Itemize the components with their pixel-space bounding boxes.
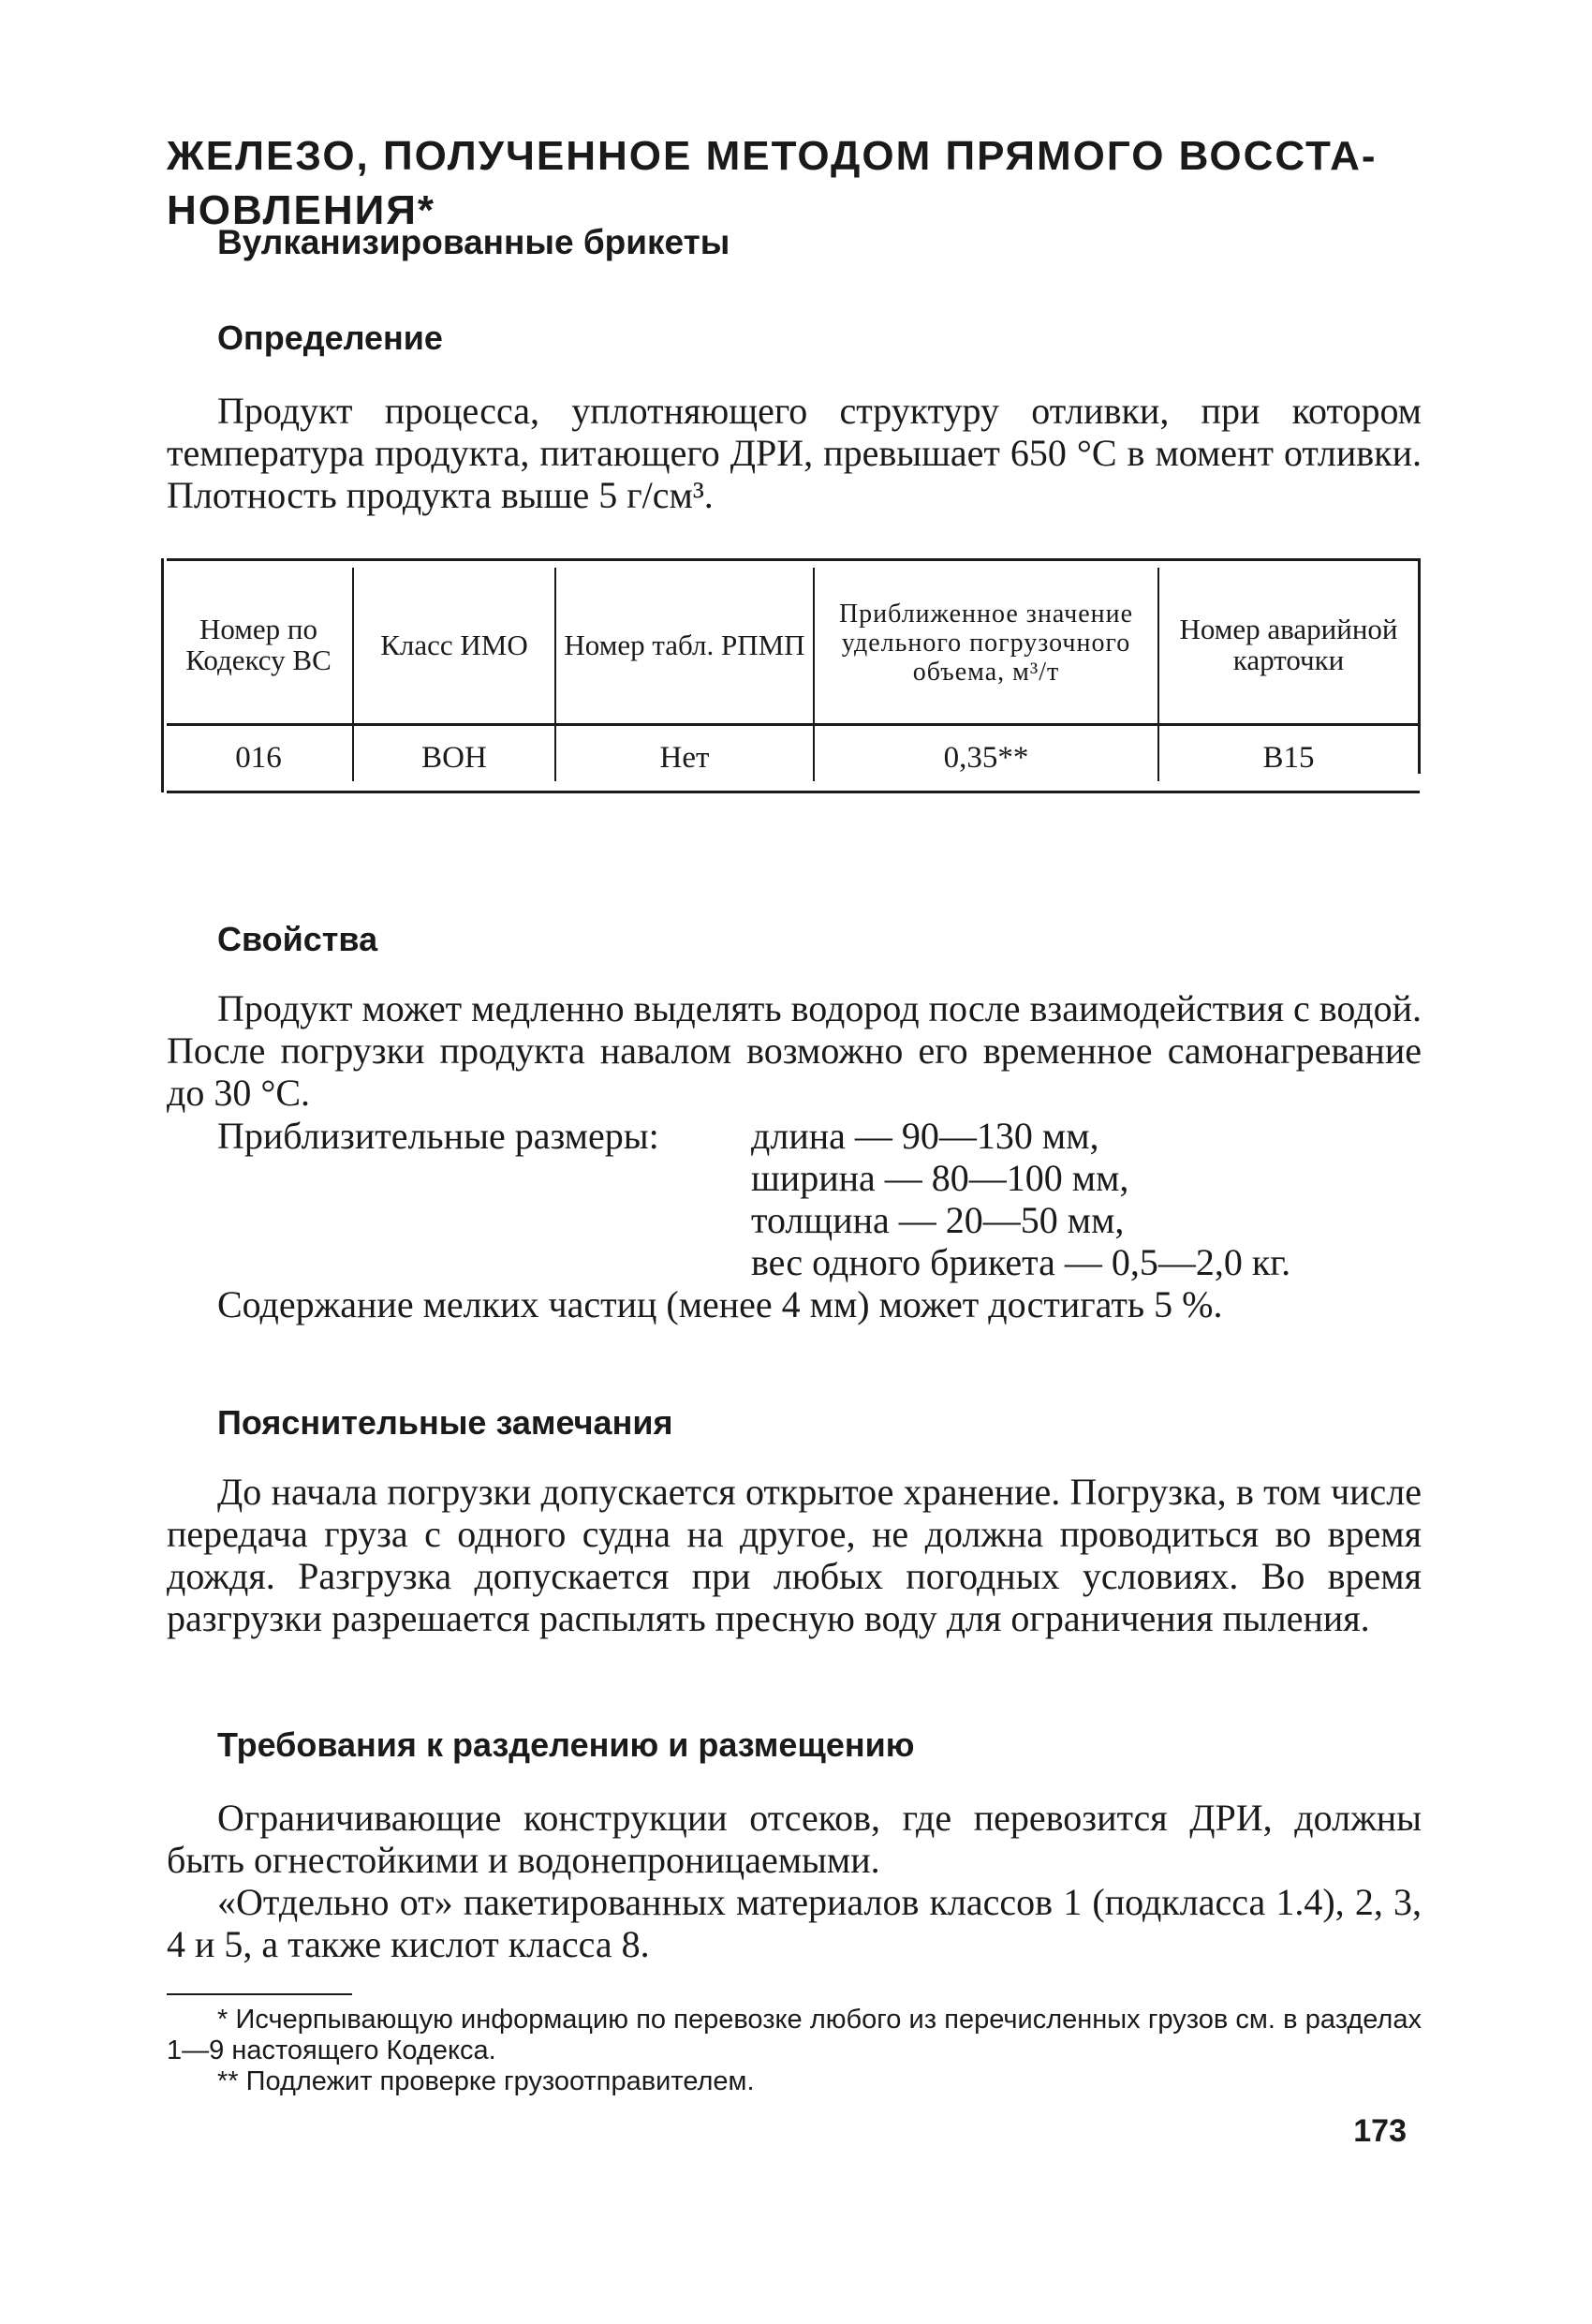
- document-title: ЖЕЛЕЗО, ПОЛУЧЕННОЕ МЕТОДОМ ПРЯМОГО ВОССТАНОВЛЕНИЯ*: [167, 133, 1376, 233]
- table-col-divider: [813, 568, 815, 781]
- table-header-cell: Номер по Кодексу ВС: [185, 613, 332, 676]
- heading-segregation: Требования к разделению и размещению: [217, 1725, 915, 1764]
- footnote-divider: [167, 1993, 352, 1995]
- dimension-value: длина — 90—130 мм,: [751, 1115, 1099, 1157]
- table-cell: В15: [1262, 740, 1315, 775]
- table-cell: 0,35**: [943, 740, 1029, 775]
- table-col-divider: [554, 568, 556, 781]
- table-bottom-rule: [167, 791, 1420, 793]
- document-subtitle: Вулканизированные брикеты: [217, 223, 730, 261]
- definition-text: Продукт процесса, уплотняющего структуру отливки, при котором температура продукта, питающего ДРИ, превышает 650 °С в момент отливки. Плотность продукта выше 5 г/см³.: [167, 390, 1422, 516]
- table-right-border: [1418, 558, 1421, 774]
- dimension-value: ширина — 80—100 мм,: [751, 1157, 1129, 1199]
- footnotes: [167, 2005, 1422, 2097]
- segregation-text: Ограничивающие конструкции отсеков, где перевозится ДРИ, должны быть огнестойкими и водонепроницаемыми.: [167, 1797, 1422, 1881]
- heading-definition: Определение: [217, 318, 443, 357]
- table-header-cell: Приближенное значение удельного погрузочного объема, м³/т: [838, 599, 1134, 687]
- page-number: 173: [1353, 2113, 1407, 2149]
- fines-paragraph: [167, 1283, 1422, 1325]
- table-cell: ВОН: [421, 740, 487, 775]
- table-col-divider: [1157, 568, 1159, 781]
- table-cell: Нет: [659, 740, 710, 775]
- heading-properties: Свойства: [217, 920, 378, 958]
- definition-paragraph: [167, 390, 1422, 516]
- fines-text: Содержание мелких частиц (менее 4 мм) может достигать 5 %.: [217, 1283, 1223, 1325]
- segregation-paragraph: [167, 1797, 1422, 1965]
- dimension-value: толщина — 20—50 мм,: [751, 1199, 1125, 1241]
- footnote: ** Подлежит проверке грузоотправителем.: [217, 2066, 755, 2096]
- table-cell: 016: [235, 740, 282, 775]
- dimensions-label: Приблизительные размеры:: [217, 1115, 659, 1157]
- dimension-value: вес одного брикета — 0,5—2,0 кг.: [751, 1241, 1291, 1283]
- cargo-table: [161, 558, 1423, 794]
- table-top-rule: [167, 558, 1420, 561]
- segregation-text: «Отдельно от» пакетированных материалов классов 1 (подкласса 1.4), 2, 3, 4 и 5, а также кислот класса 8.: [167, 1881, 1422, 1965]
- heading-remarks: Пояснительные замечания: [217, 1403, 673, 1442]
- properties-paragraph: [167, 987, 1422, 1114]
- table-header-rule: [167, 723, 1420, 726]
- table-left-border: [161, 558, 164, 792]
- table-header-cell: Номер табл. РПМП: [564, 628, 805, 661]
- remarks-text: До начала погрузки допускается открытое хранение. Погрузка, в том числе передача груза с одного судна на другое, не должна проводиться во время дождя. Разгрузка допускается при любых погодных условиях. Во время разгрузки разрешается распылять пресную воду для ограничения пыления.: [167, 1471, 1422, 1639]
- properties-text: Продукт может медленно выделять водород после взаимодействия с водой. После погрузки продукта навалом возможно его временное самонагревание до 30 °С.: [167, 987, 1422, 1114]
- remarks-paragraph: [167, 1471, 1422, 1639]
- table-col-divider: [352, 568, 354, 781]
- table-header-cell: Номер аварийной карточки: [1179, 613, 1398, 676]
- footnote: * Исчерпывающую информацию по перевозке любого из перечисленных грузов см. в разделах 1—9 настоящего Кодекса.: [167, 2005, 1422, 2065]
- table-header-cell: Класс ИМО: [380, 628, 528, 661]
